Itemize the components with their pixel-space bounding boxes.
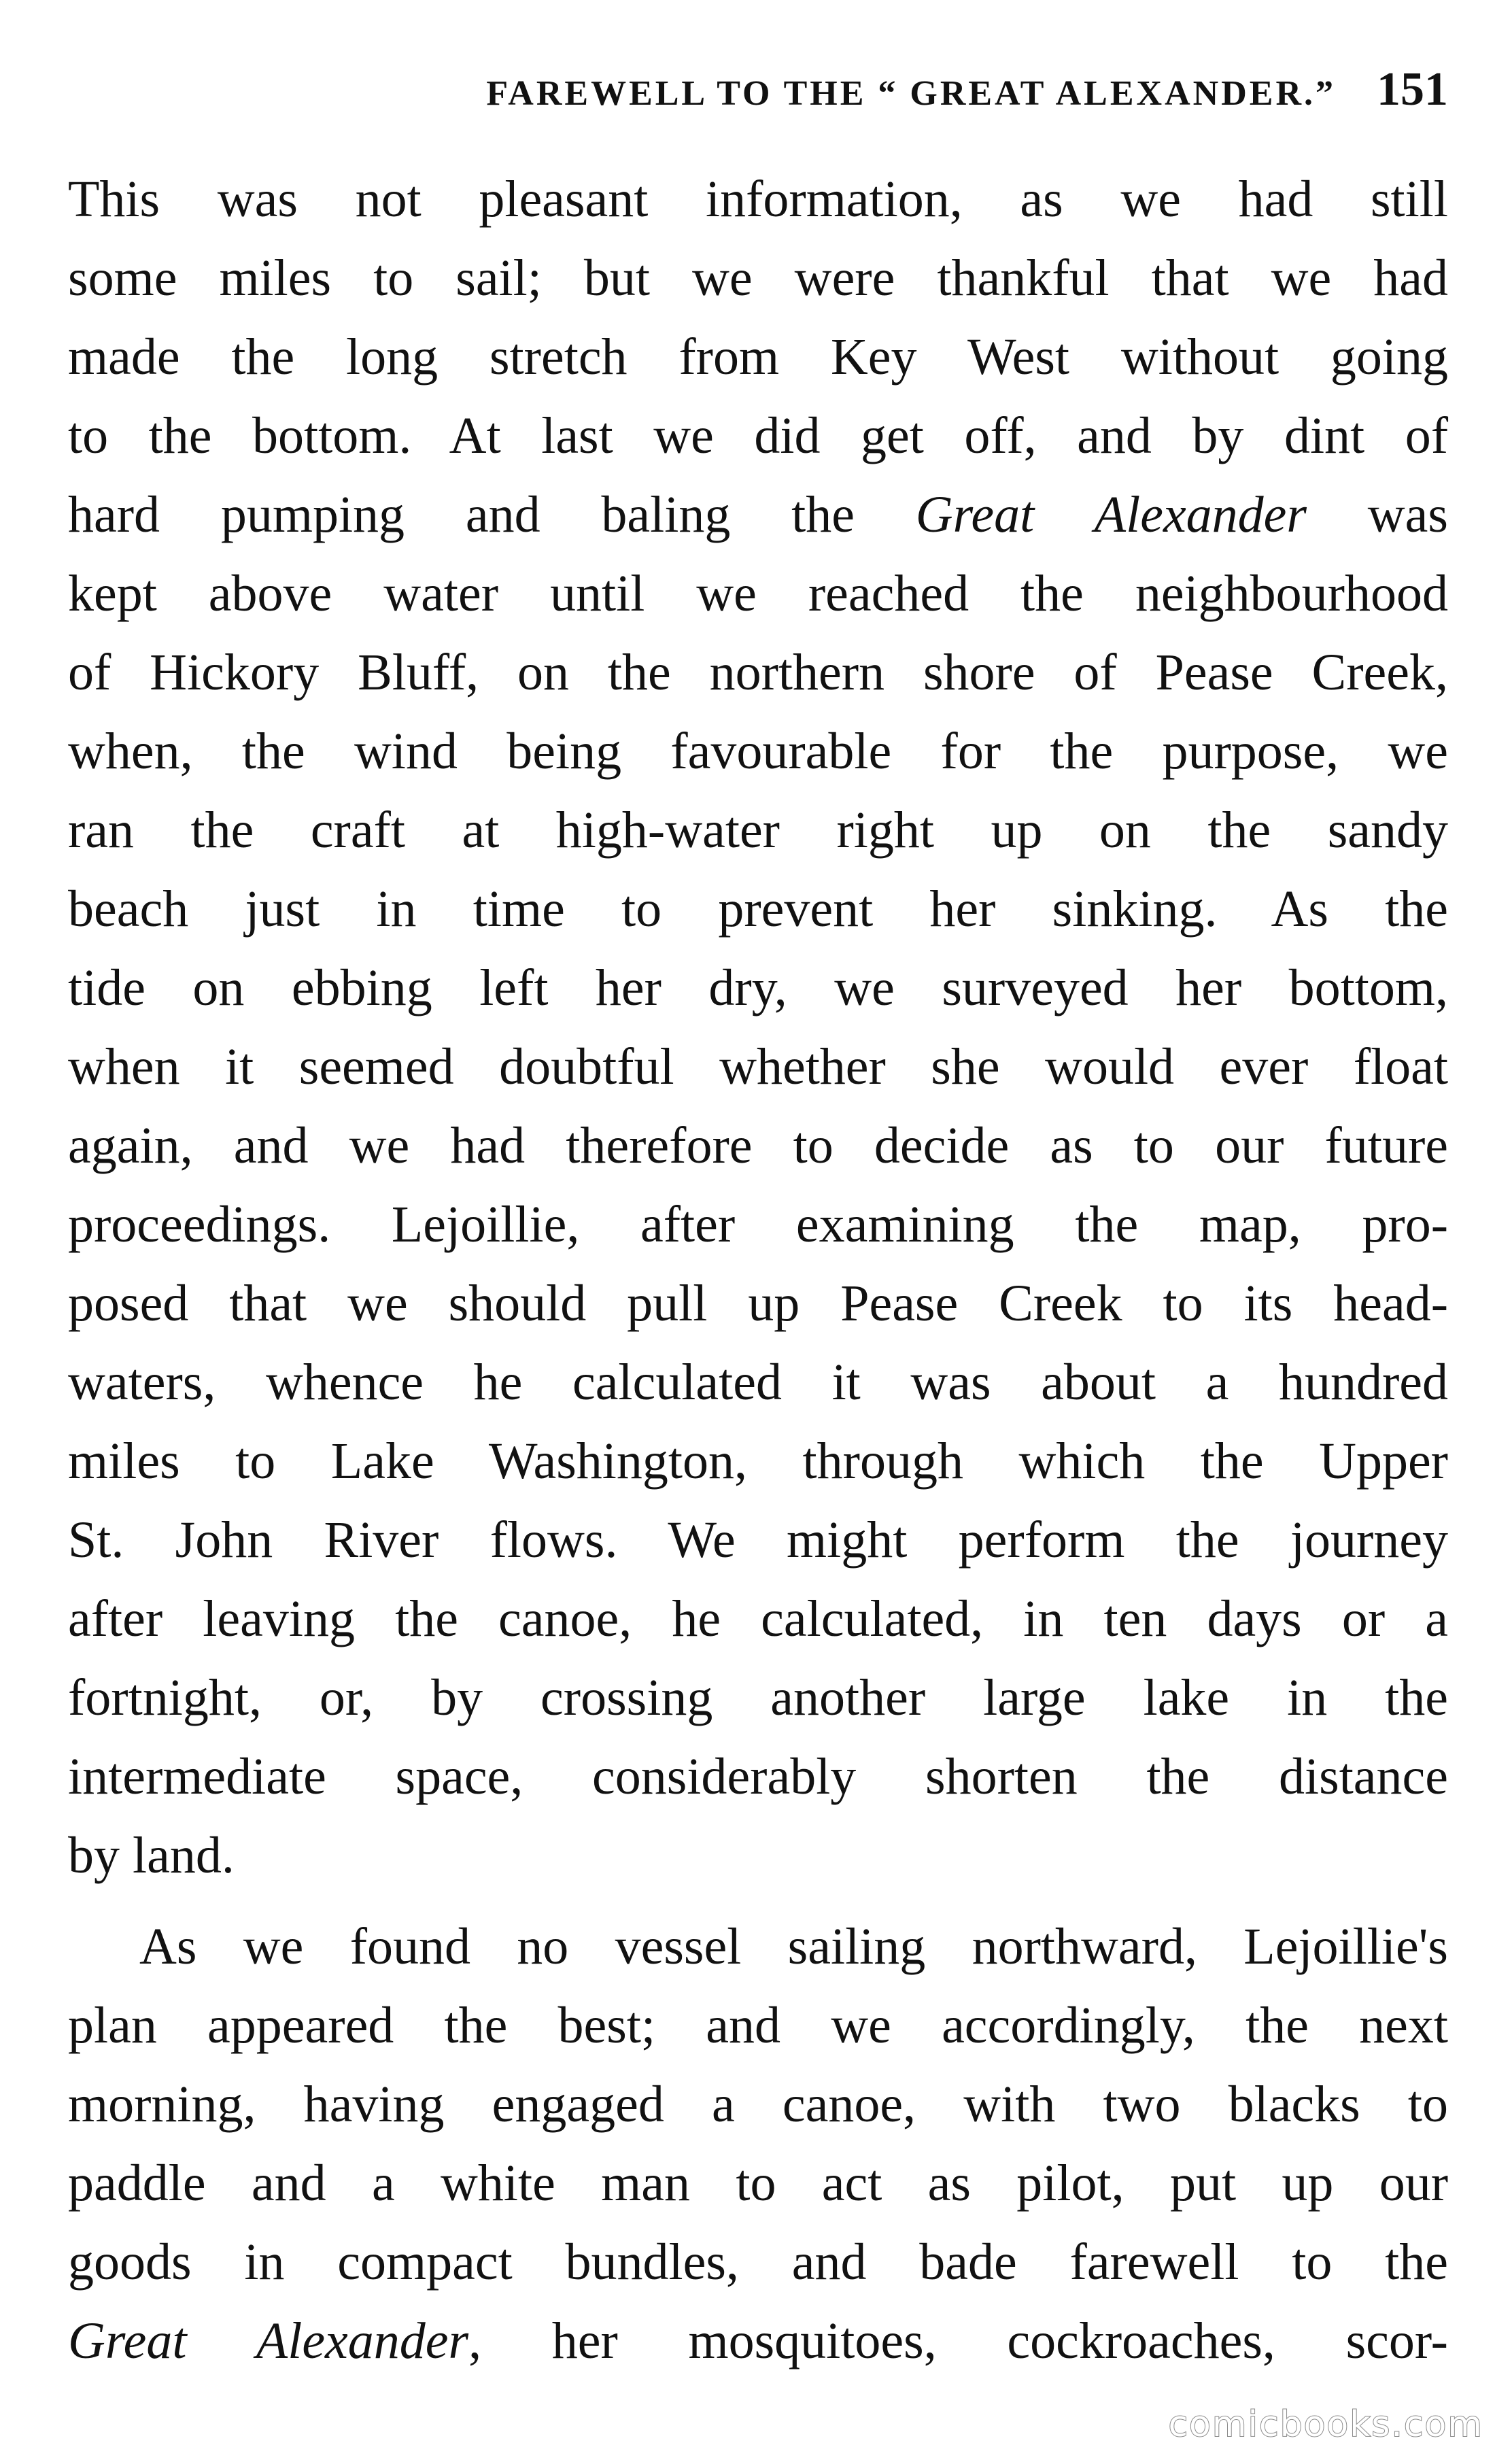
text-line <box>68 1816 1448 1895</box>
text-run: to the bottom. At last we did get off, and by dint of <box>68 407 1448 464</box>
text-run: As we found no vessel sailing northward, Lejoillie's <box>139 1918 1448 1975</box>
text-run: when, the wind being favourable for the purpose, we <box>68 723 1448 780</box>
text-run: waters, whence he calculated it was about a hundred <box>68 1354 1448 1411</box>
text-line <box>68 1106 1448 1185</box>
text-run: tide on ebbing left her dry, we surveyed her bottom, <box>68 959 1448 1016</box>
text-line <box>68 1343 1448 1422</box>
text-run: St. John River flows. We might perform the journey <box>68 1511 1448 1569</box>
text-run: of Hickory Bluff, on the northern shore of Pease Creek, <box>68 644 1448 701</box>
text-line <box>68 1422 1448 1501</box>
text-line <box>68 239 1448 318</box>
text-run: posed that we should pull up Pease Creek to its head- <box>68 1275 1448 1332</box>
text-run: miles to Lake Washington, through which the Upper <box>68 1433 1448 1490</box>
text-line <box>68 870 1448 948</box>
text-line <box>68 633 1448 712</box>
text-line <box>68 712 1448 791</box>
text-run: This was not pleasant information, as we had still <box>68 171 1448 228</box>
running-title: FAREWELL TO THE “ GREAT ALEXANDER.” <box>486 74 1336 113</box>
page-number: 151 <box>1377 63 1448 116</box>
text-line <box>68 1579 1448 1658</box>
text-run: kept above water until we reached the neighbourhood <box>68 565 1448 622</box>
text-run: intermediate space, considerably shorten the distance <box>68 1748 1448 1805</box>
text-line <box>68 2223 1448 2302</box>
text-line <box>68 1658 1448 1737</box>
text-line <box>68 1185 1448 1264</box>
text-line <box>68 1501 1448 1579</box>
text-line <box>68 1027 1448 1106</box>
text-line <box>68 1907 1448 1986</box>
text-line <box>68 160 1448 239</box>
body-text <box>68 160 1448 2380</box>
text-run: by land. <box>68 1827 235 1884</box>
text-line <box>68 2065 1448 2144</box>
text-run: made the long stretch from Key West without going <box>68 328 1448 386</box>
text-line <box>68 554 1448 633</box>
text-run: some miles to sail; but we were thankful that we had <box>68 250 1448 307</box>
text-line <box>68 2302 1448 2380</box>
text-line <box>68 318 1448 396</box>
text-run: when it seemed doubtful whether she would ever float <box>68 1038 1448 1095</box>
text-run: morning, having engaged a canoe, with two blacks to <box>68 2076 1448 2133</box>
text-run: , her mosquitoes, cockroaches, scor- <box>468 2312 1448 2369</box>
text-line <box>68 1264 1448 1343</box>
watermark: comicbooks.com <box>1168 2404 1483 2445</box>
text-line <box>68 1986 1448 2065</box>
italic-text: Great Alexander <box>68 2312 469 2369</box>
text-run: plan appeared the best; and we accordingly, the next <box>68 1997 1448 2054</box>
text-run: proceedings. Lejoillie, after examining the map, pro- <box>68 1196 1448 1253</box>
text-run: beach just in time to prevent her sinking. As the <box>68 880 1448 938</box>
text-run: again, and we had therefore to decide as to our future <box>68 1117 1448 1174</box>
text-run: goods in compact bundles, and bade farewell to the <box>68 2234 1448 2291</box>
text-line <box>68 1737 1448 1816</box>
text-run: paddle and a white man to act as pilot, put up our <box>68 2155 1448 2212</box>
italic-text: Great Alexander <box>915 486 1307 543</box>
text-run: after leaving the canoe, he calculated, in ten days or a <box>68 1590 1448 1647</box>
text-line <box>68 948 1448 1027</box>
text-run: was <box>1306 486 1448 543</box>
text-line <box>68 396 1448 475</box>
text-run: fortnight, or, by crossing another large lake in the <box>68 1669 1448 1726</box>
text-line <box>68 475 1448 554</box>
running-head <box>252 63 1448 117</box>
text-run: ran the craft at high-water right up on the sandy <box>68 802 1448 859</box>
text-line <box>68 2144 1448 2223</box>
text-line <box>68 791 1448 870</box>
text-run: hard pumping and baling the <box>68 486 916 543</box>
